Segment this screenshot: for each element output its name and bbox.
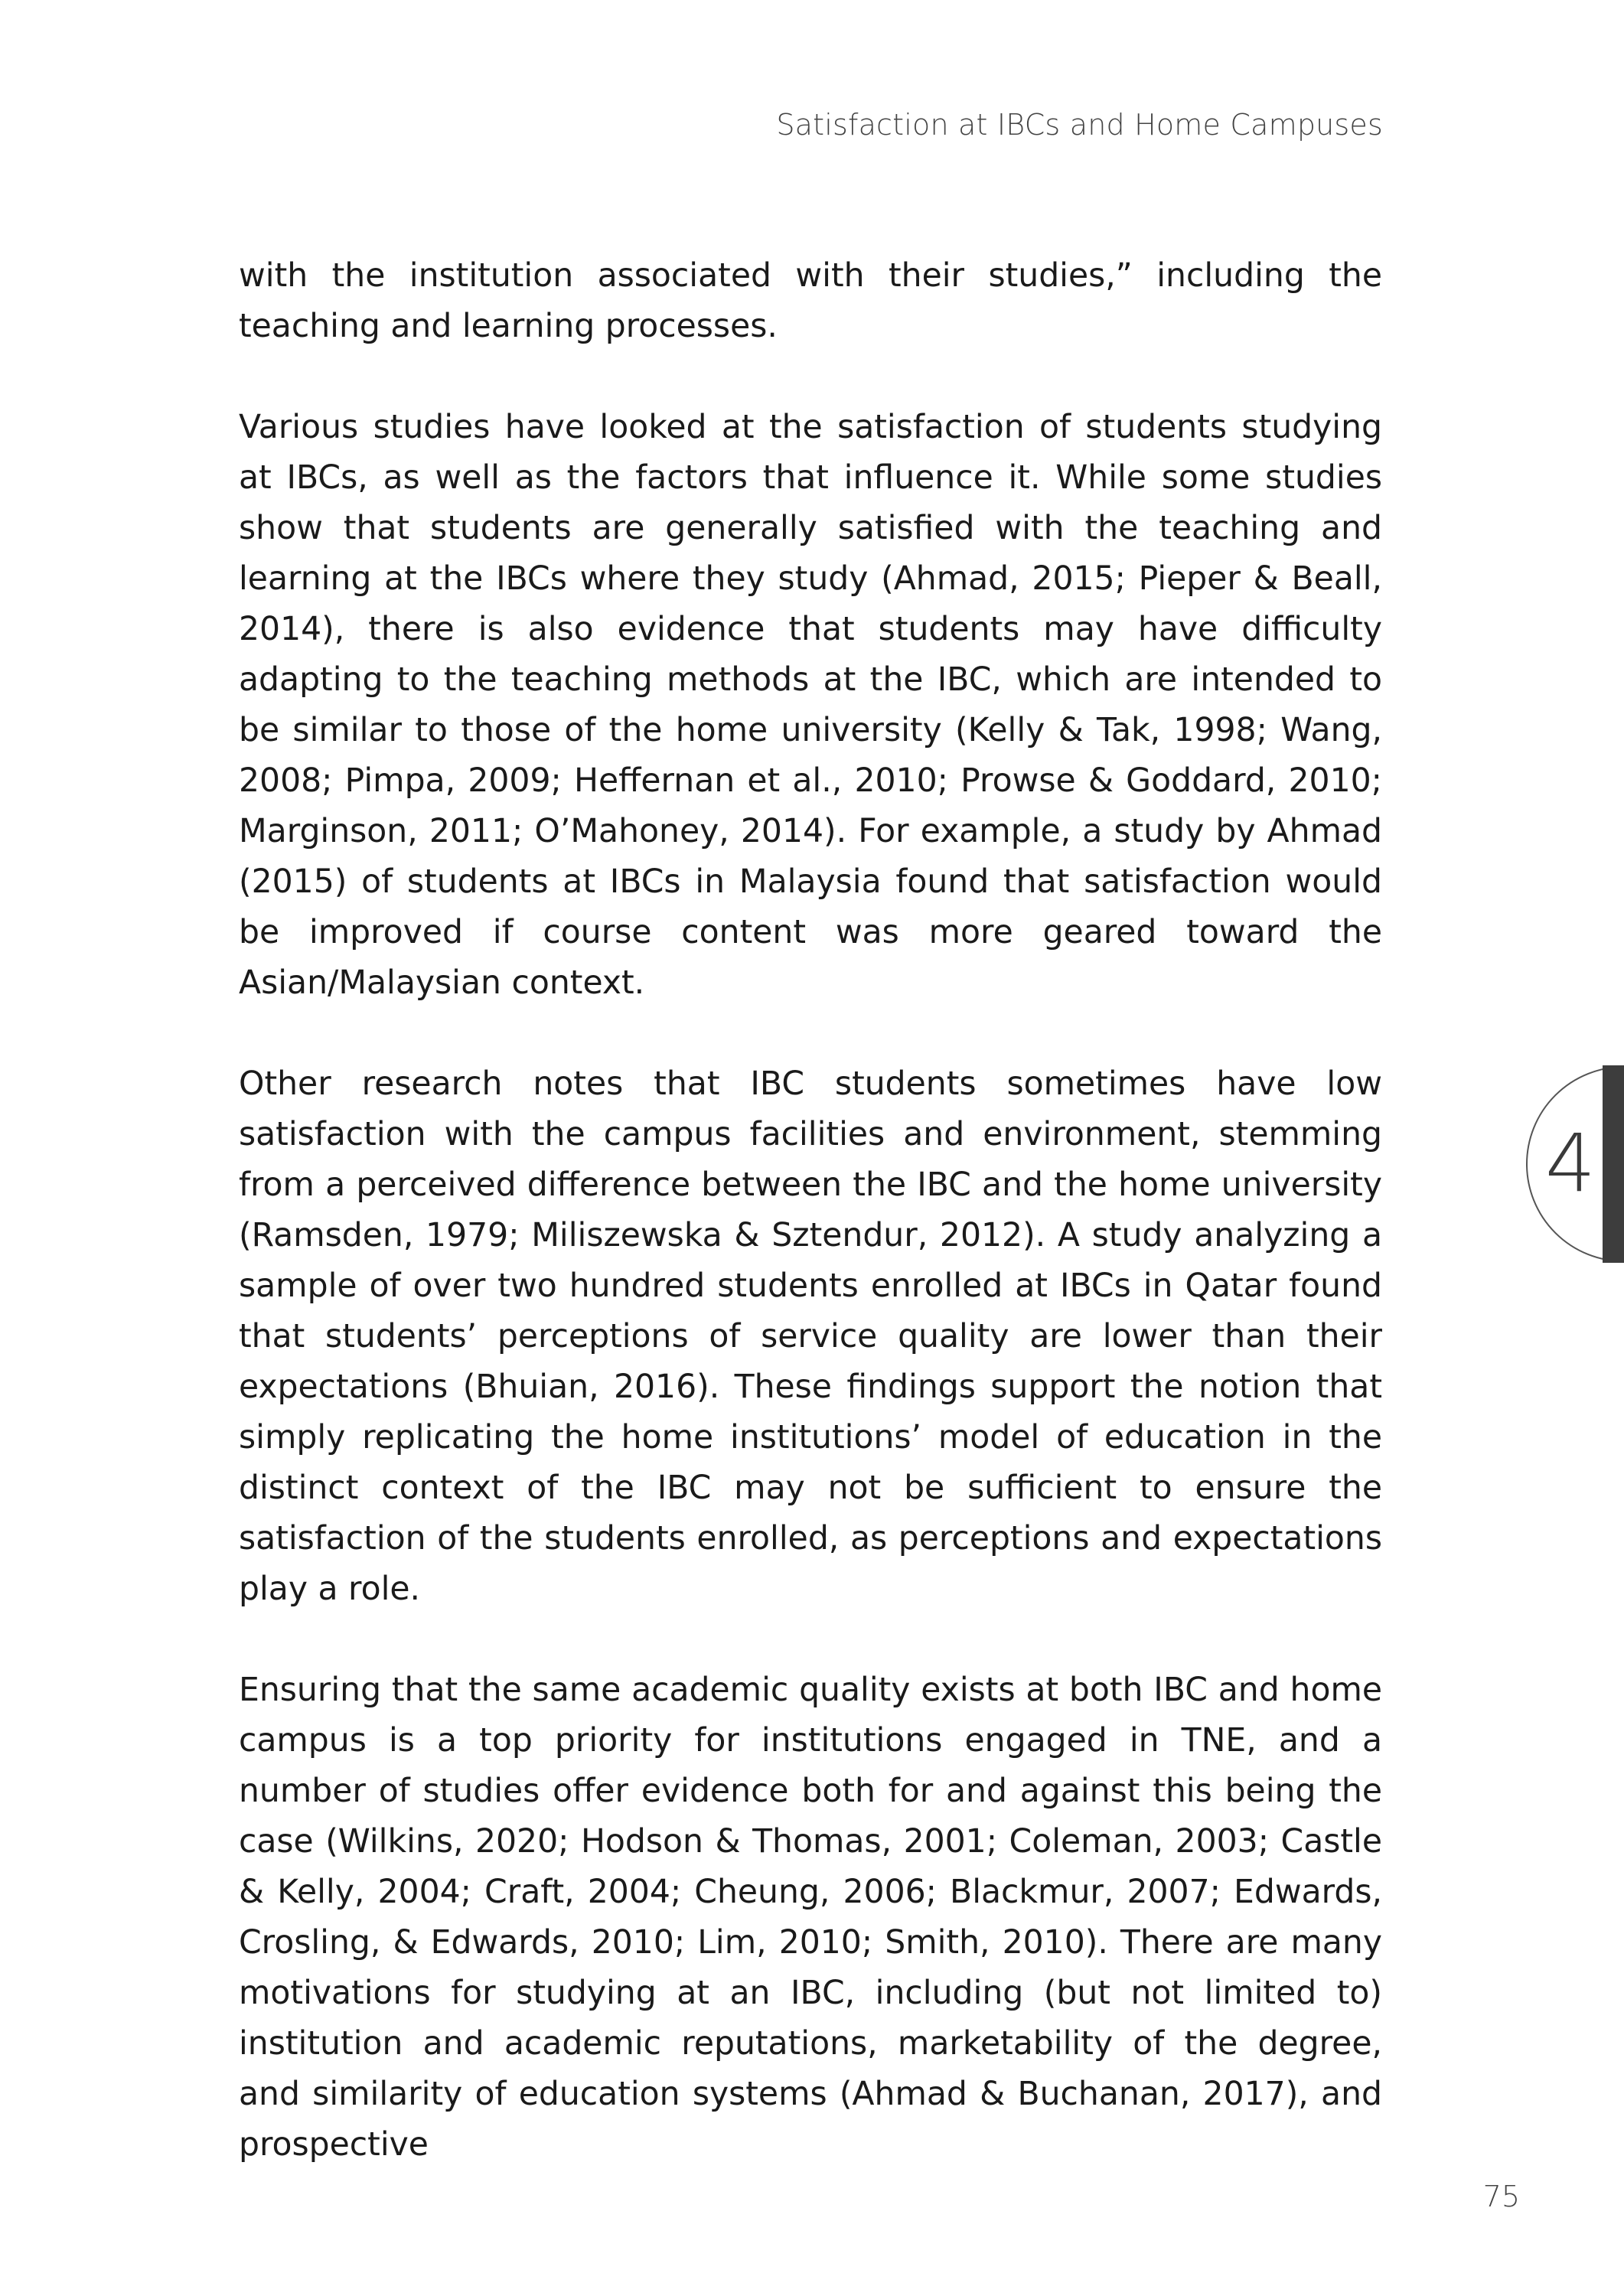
chapter-tab-bar — [1603, 1065, 1624, 1263]
page-number: 75 — [1482, 2180, 1520, 2213]
chapter-number: 4 — [1544, 1117, 1596, 1210]
paragraph: Other research notes that IBC students sometimes have low satisfaction with the campus facilities and environment, stemming from a perceived difference between the IBC and the home university (Ramsden, 1979; Miliszewska & Sztendur, 2012). A study analyzing a sample of over two hundred students enrolled at IBCs in Qatar found that students’ perceptions of service quality are lower than their expectations (Bhuian, 2016). These findings support the notion that simply replicating the home institutions’ model of education in the distinct context of the IBC may not be sufficient to ensure the satisfaction of the students enrolled, as perceptions and expectations play a role. — [239, 1065, 1382, 1608]
paragraph: Various studies have looked at the satisfaction of students studying at IBCs, as well as the factors that influence it. While some studies show that students are generally satisfied with the teaching and learning at the IBCs where they study (Ahmad, 2015; Pieper & Beall, 2014), there is also evidence that students may have difficulty adapting to the teaching methods at the IBC, which are intended to be similar to those of the home university (Kelly & Tak, 1998; Wang, 2008; Pimpa, 2009; Heffernan et al., 2010; Prowse & Goddard, 2010; Marginson, 2011; O’Mahoney, 2014). For example, a study by Ahmad (2015) of students at IBCs in Malaysia found that satisfaction would be improved if course content was more geared toward the Asian/Malaysian context. — [239, 409, 1382, 1002]
paragraph: with the institution associated with their studies,” including the teaching and learning processes. — [239, 257, 1382, 345]
paragraph: Ensuring that the same academic quality exists at both IBC and home campus is a top priority for institutions engaged in TNE, and a number of studies offer evidence both for and against this being the case (Wilkins, 2020; Hodson & Thomas, 2001; Coleman, 2003; Castle & Kelly, 2004; Craft, 2004; Cheung, 2006; Blackmur, 2007; Edwards, Crosling, & Edwards, 2010; Lim, 2010; Smith, 2010). There are many motivations for studying at an IBC, including (but not limited to) institution and academic reputations, marketability of the degree, and similarity of education systems (Ahmad & Buchanan, 2017), and prospective — [239, 1671, 1382, 2164]
running-header: Satisfaction at IBCs and Home Campuses — [776, 108, 1383, 142]
body-text — [239, 251, 1382, 2170]
